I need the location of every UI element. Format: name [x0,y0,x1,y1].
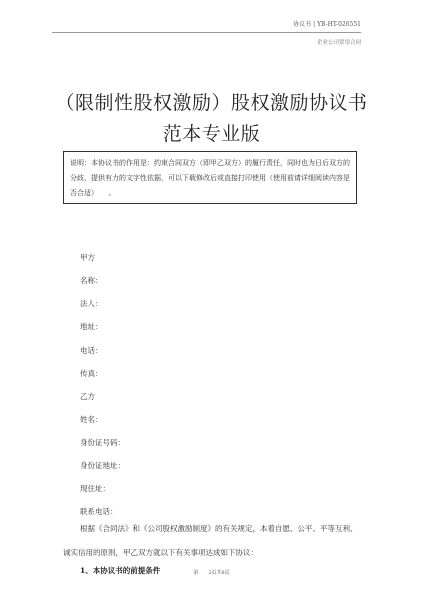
agreement-intro-paragraph: 根据《合同法》和《公司股权激励制度》的有关规定，本着自愿、公平、平等互利、诚实信用的原则，甲乙双方就以下有关事项达成如下协议： [63,524,358,557]
document-title: （限制性股权激励）股权激励协议书 [55,92,368,114]
document-category: 企业公司常用合同 [316,40,361,46]
document-type-label: 协议书 [293,21,312,28]
party-a-legal-rep-field: 法人： [80,299,103,308]
party-b-name-field: 姓名： [80,415,103,424]
document-subtitle: 范本专业版 [162,123,261,145]
party-b-id-number-field: 身份证号码： [80,438,125,447]
page-label: 第 [193,570,199,576]
party-b-label: 乙方 [80,392,95,401]
section-heading-1: 1、本协议书的前提条件 [80,566,161,575]
usage-note-box: 说明：本协议书的作用是：约束合同双方（即甲乙双方）的履行责任，同时也为日后双方的分歧，提供有力的文字性依据，可以下载修改后或直接打印使用（使用前请详细阅读内容是否合适） 。 [63,151,357,204]
header-divider [52,32,361,33]
header-separator: | [313,21,316,28]
page-number: 2页共8页 [208,570,230,576]
party-a-name-field: 名称： [80,276,103,285]
party-a-label: 甲方 [80,253,95,262]
party-a-phone-field: 电话： [80,346,103,355]
party-b-id-address-field: 身份证地址： [80,461,125,470]
party-a-fax-field: 传真： [80,369,103,378]
page-footer [0,569,423,576]
document-number: YB-HT-026551 [317,21,361,28]
party-b-contact-phone-field: 联系电话： [80,507,118,516]
party-a-address-field: 地址： [80,322,103,331]
party-b-current-address-field: 现住址： [80,484,110,493]
document-reference [293,20,361,30]
